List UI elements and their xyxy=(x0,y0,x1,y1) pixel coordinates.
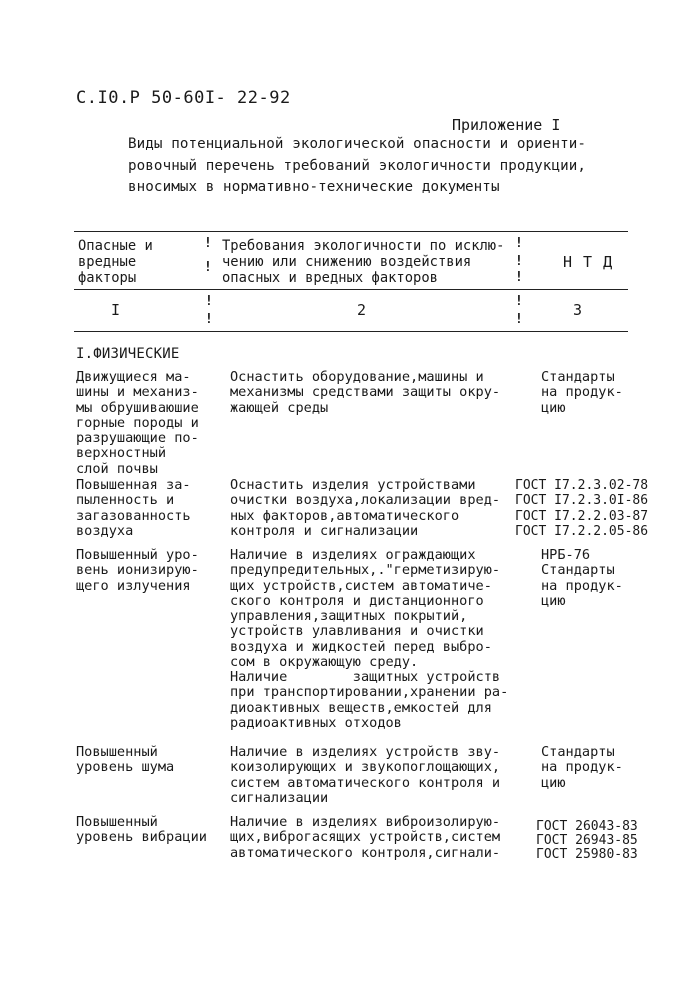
table-row-2-ntd: ГОСТ I7.2.3.02-78 ГОСТ I7.2.3.0I-86 ГОСТ I7.2.2.03-87 ГОСТ I7.2.2.05-86 xyxy=(515,478,649,539)
appendix-label: Приложение I xyxy=(452,116,561,134)
table-row-1-requirement: Оснастить оборудование,машины и механизмы средствами защиты окру- жающей среды xyxy=(230,369,501,416)
number-separator-2a: ! xyxy=(515,294,523,309)
header-separator-2a: ! xyxy=(515,236,523,251)
header-separator-2c: ! xyxy=(515,270,523,285)
column-number-1: I xyxy=(111,301,121,319)
number-separator-1b: ! xyxy=(205,312,213,327)
table-row-4-requirement: Наличие в изделиях устройств зву- коизолирующих и звукопоглощающих, систем автоматического контроля и сигнализации xyxy=(230,744,501,806)
number-separator-1a: ! xyxy=(205,294,213,309)
header-separator-1b: ! xyxy=(204,260,212,275)
number-separator-2b: ! xyxy=(515,312,523,327)
column-header-factors: Опасные и вредные факторы xyxy=(78,238,153,286)
table-row-3-ntd: НРБ-76 Стандарты на продук- цию xyxy=(541,547,623,609)
header-bottom-rule xyxy=(74,289,628,290)
table-row-3-factor: Повышенный уро- вень ионизирую- щего излучения xyxy=(76,547,199,594)
table-row-4-ntd: Стандарты на продук- цию xyxy=(541,744,623,791)
section-title: I.ФИЗИЧЕСКИЕ xyxy=(76,346,180,362)
numbers-bottom-rule xyxy=(74,331,628,332)
document-code: С.I0.Р 50-60I- 22-92 xyxy=(76,88,291,108)
table-row-5-ntd: ГОСТ 26043-83 ГОСТ 26943-85 ГОСТ 25980-83 xyxy=(536,819,638,862)
title-line-2: ровочный перечень требований экологичности продукции, xyxy=(128,158,587,174)
column-header-requirements: Требования экологичности по исклю- чению или снижению воздействия опасных и вредных факторов xyxy=(222,238,505,286)
table-top-rule xyxy=(74,231,628,232)
table-row-4-factor: Повышенный уровень шума xyxy=(76,744,175,776)
header-separator-1a: ! xyxy=(204,236,212,251)
column-number-2: 2 xyxy=(357,301,367,319)
table-row-3b-requirement: Наличие защитных устройств при транспортировании,хранении ра- диоактивных веществ,емкостей для радиоактивных отходов xyxy=(230,669,509,731)
title-line-1: Виды потенциальной экологической опасности и ориенти- xyxy=(128,136,587,152)
header-separator-2b: ! xyxy=(515,254,523,269)
column-number-3: 3 xyxy=(573,301,583,319)
table-row-5-requirement: Наличие в изделиях виброизолирую- щих,виброгасящих устройств,систем автоматического контроля,сигнали- xyxy=(230,814,501,861)
table-row-1-factor: Движущиеся ма- шины и механиз- мы обрушиваюшие горные породы и разрушающие по- верхностный слой почвы xyxy=(76,369,199,477)
title-line-3: вносимых в нормативно-технические документы xyxy=(128,179,500,195)
table-row-2-requirement: Оснастить изделия устройствами очистки воздуха,локализации вред- ных факторов,автоматического контроля и сигнализации xyxy=(230,477,501,539)
column-header-ntd: Н Т Д xyxy=(563,253,614,271)
table-row-3-requirement: Наличие в изделиях ограждающих предупредительных,."герметизирую- щих устройств,систем автоматиче- ского контроля и дистанционного управления,защитных покрытий, устройств улавливания и очистки воздуха и жидкостей перед выбро- сом в окружающую среду. xyxy=(230,547,501,671)
table-row-5-factor: Повышенный уровень вибрации xyxy=(76,814,207,846)
table-row-1-ntd: Стандарты на продук- цию xyxy=(541,369,623,416)
table-row-2-factor: Повышенная за- пыленность и загазованность воздуха xyxy=(76,477,191,539)
